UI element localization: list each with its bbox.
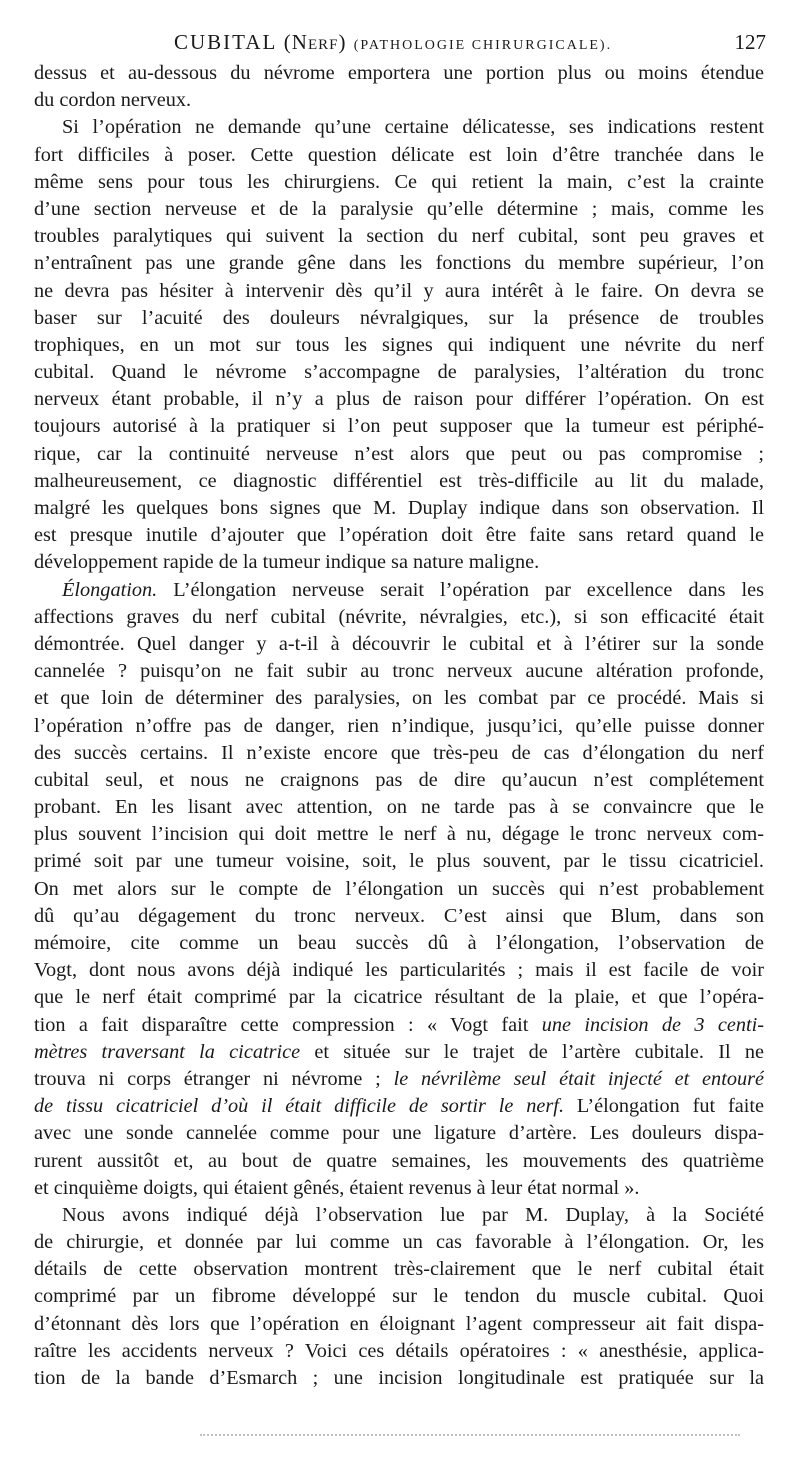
text-run: ne devra pas hésiter à intervenir dès qu’il y aura intérêt à le faire. On devra se [34,279,764,302]
body-text [34,60,764,1392]
text-run: tion de la bande d’Esmarch ; une incision longitudinale est pratiquée sur la [34,1367,764,1389]
text-line [34,577,764,604]
text-line [34,984,764,1011]
italic-run: le névrilème seul était injecté et entouré [393,1067,764,1090]
text-run: que le nerf était comprimé par la cicatrice résultant de la plaie, et que l’opéra- [34,986,764,1009]
text-line [34,60,764,87]
text-run: Si l’opération ne demande qu’une certaine délicatesse, ses indications restent [62,116,764,139]
text-line [34,930,764,957]
text-run: de chirurgie, et donnée par lui comme un cas favorable à l’élongation. Or, les [34,1231,764,1254]
text-run: avec une sonde cannelée comme pour une ligature d’artère. Les douleurs dispa- [34,1122,764,1145]
text-run: cubital seul, et nous ne craignons pas de dire qu’aucun n’est complétement [34,768,764,791]
text-run: primé soit par une tumeur voisine, soit, le plus souvent, par le tissu cicatriciel. [34,850,764,873]
text-run: tion a fait disparaître cette compression : « Vogt fait [34,1013,542,1036]
text-line [34,250,764,277]
text-line [34,957,764,984]
text-line [34,794,764,821]
text-line [34,1148,764,1175]
text-line [34,142,764,169]
italic-run: de tissu cicatriciel d’où il était difficile de sortir le nerf. [34,1095,565,1118]
text-run: rurent aussitôt et, au bout de quatre semaines, les mouvements des quatrième [34,1149,764,1172]
running-header [34,30,766,60]
text-run: malgré les quelques bons signes que M. Duplay indique dans son observation. Il [34,497,764,519]
text-run: toujours autorisé à la pratiquer si l’on peut supposer que la tumeur est périphé- [34,415,764,438]
text-run: affections graves du nerf cubital (névrite, névralgies, etc.), si son efficacité était [34,605,764,628]
text-line [34,413,764,440]
text-line [34,1012,764,1039]
text-line [34,278,764,305]
text-run: et cinquième doigts, qui étaient gênés, étaient revenus à leur état normal ». [34,1176,640,1199]
text-run: démontrée. Quel danger y a-t-il à découvrir le cubital et à l’étirer sur la sonde [34,632,764,655]
text-run: L’élongation fut faite [564,1095,764,1118]
text-line [34,848,764,875]
bottom-edge-marks [200,1434,740,1440]
text-line [34,1093,764,1120]
text-run: détails de cette observation montrent très-clairement que le nerf cubital était [34,1258,764,1281]
italic-run: une incision de 3 centi- [541,1013,764,1036]
text-run: fort difficiles à poser. Cette question délicate est loin d’être tranchée dans le [34,143,764,166]
text-run: d’une section nerveuse et de la paralysie qu’elle détermine ; mais, comme les [34,197,764,220]
text-run: raître les accidents nerveux ? Voici ces détails opératoires : « anesthésie, applica- [34,1339,764,1362]
text-line [34,1256,764,1283]
page-number: 127 [734,30,766,54]
text-run: cannelée ? puisqu’on ne fait subir au tronc nerveux aucune altération profonde, [34,660,764,683]
text-run: et que loin de déterminer des paralysies, on les combat par ce procédé. Mais si [34,687,764,710]
text-line [34,1229,764,1256]
text-run: baser sur l’acuité des douleurs névralgiques, sur la présence de troubles [34,306,764,329]
text-line [34,359,764,386]
text-run: mémoire, cite comme un beau succès dû à l’élongation, l’observation de [34,932,764,954]
text-run: est presque inutile d’ajouter que l’opération doit être faite sans retard quand le [34,524,764,547]
running-title-subject: (PATHOLOGIE CHIRURGICALE). [353,38,613,53]
text-line [34,305,764,332]
text-line [34,549,764,576]
text-run: du cordon nerveux. [34,89,192,112]
running-title-nerf: (Nerf) [283,30,347,54]
text-line [34,386,764,413]
text-line [34,196,764,223]
text-run: l’opération n’offre pas de danger, rien n’indique, jusqu’ici, qu’elle puisse donner [34,714,764,737]
text-line [34,87,764,114]
text-run: d’étonnant dès lors que l’opération en éloignant l’agent compresseur ait fait dispa- [34,1312,764,1335]
text-run: On met alors sur le compte de l’élongation un succès qui n’est probablement [34,877,764,900]
text-line [34,522,764,549]
text-run: troubles paralytiques qui suivent la section du nerf cubital, sont peu graves et [34,225,764,248]
italic-run: Élongation. [62,578,158,601]
text-line [34,713,764,740]
text-run: et située sur le trajet de l’artère cubitale. Il ne [300,1040,764,1063]
text-run: comprimé par un fibrome développé sur le tendon du muscle cubital. Quoi [34,1285,764,1308]
running-title-main: CUBITAL [174,30,277,54]
text-run: développement rapide de la tumeur indique sa nature maligne. [34,551,540,574]
text-line [34,1202,764,1229]
text-run: rique, car la continuité nerveuse n’est alors que peut ou pas compromise ; [34,442,764,465]
text-line [34,685,764,712]
text-line [34,114,764,141]
text-run: probant. En les lisant avec attention, on ne tarde pas à se convaincre que le [34,796,764,819]
text-run: cubital. Quand le névrome s’accompagne de paralysies, l’altération du tronc [34,361,764,384]
running-title [174,30,612,55]
text-line [34,1365,764,1392]
text-line [34,604,764,631]
text-line [34,441,764,468]
text-run: trouva ni corps étranger ni névrome ; [34,1067,394,1090]
text-line [34,223,764,250]
text-line [34,169,764,196]
text-line [34,631,764,658]
text-line [34,1039,764,1066]
text-run: plus souvent l’incision qui doit mettre le nerf à nu, dégage le tronc nerveux com- [34,823,764,846]
text-line [34,740,764,767]
italic-run: mètres traversant la cicatrice [34,1040,301,1063]
text-run: Nous avons indiqué déjà l’observation lue par M. Duplay, à la Société [62,1203,764,1226]
text-line [34,876,764,903]
text-line [34,1283,764,1310]
text-line [34,658,764,685]
text-line [34,1311,764,1338]
text-run: L’élongation nerveuse serait l’opération par excellence dans les [157,578,764,601]
text-run: trophiques, en un mot sur tous les signes qui indiquent une névrite du nerf [34,333,764,356]
text-run: Vogt, dont nous avons déjà indiqué les particularités ; mais il est facile de voir [34,959,764,982]
text-line [34,1338,764,1365]
text-line [34,821,764,848]
text-line [34,1120,764,1147]
text-run: dessus et au-dessous du névrome emportera une portion plus ou moins étendue [34,62,764,84]
text-run: malheureusement, ce diagnostic différentiel est très-difficile au lit du malade, [34,469,764,492]
text-run: dû qu’au dégagement du tronc nerveux. C’est ainsi que Blum, dans son [34,904,764,927]
text-line [34,332,764,359]
text-run: même sens pour tous les chirurgiens. Ce qui retient la main, c’est la crainte [34,170,764,193]
text-line [34,903,764,930]
text-run: des succès certains. Il n’existe encore que très-peu de cas d’élongation du nerf [34,741,764,764]
text-line [34,1175,764,1202]
text-line [34,1066,764,1093]
text-line [34,767,764,794]
text-run: n’entraînent pas une grande gêne dans les fonctions du membre supérieur, l’on [34,252,764,275]
text-run: nerveux étant probable, il n’y a plus de raison pour différer l’opération. On est [34,388,764,411]
text-line [34,468,764,495]
text-line [34,495,764,522]
